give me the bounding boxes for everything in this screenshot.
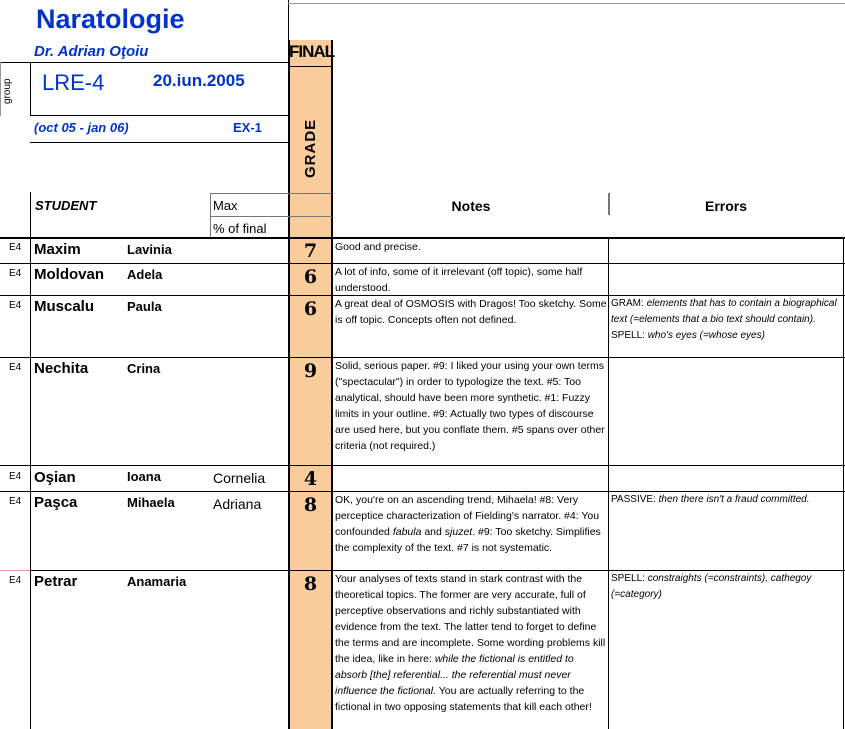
student-last-name: Moldovan [34, 266, 104, 283]
row-group: E4 [9, 268, 22, 279]
final-grade: 9 [303, 360, 318, 382]
student-last-name: Paşca [34, 494, 78, 511]
max-label: Max [213, 198, 238, 213]
row-group: E4 [9, 300, 22, 311]
student-errors: GRAM: elements that has to contain a biographical text (=elements that a bio text should contain). SPELL: who's eyes (=whose eyes) [611, 298, 837, 341]
student-errors: SPELL: constraights (=constraints), cathegoy (=category) [611, 573, 812, 600]
student-notes: Your analyses of texts stand in stark contrast with the theoretical topics. The former are very accurate, full of perceptive observations and richly substantiated with evidence from the text. The latter tend to forget to define the terms and are incomplete. Some wording problems kill the idea, like in here: while the fictional is entitled to absorb [the] referential... the referential must never influence the fictional. You are actually referring to the fictional in two opposing statements that kill each other! [335, 573, 606, 713]
student-first-name: Paula [127, 299, 162, 314]
final-grade: 6 [303, 266, 318, 288]
final-grade: 7 [303, 240, 318, 262]
student-first-name: Mihaela [127, 495, 175, 510]
author-name: Dr. Adrian Oţoiu [34, 43, 149, 60]
student-first-name: Ioana [127, 469, 161, 484]
final-grade: 4 [303, 468, 318, 490]
row-group: E4 [9, 471, 22, 482]
student-last-name: Oşian [34, 469, 76, 486]
course-period: (oct 05 - jan 06) [34, 120, 129, 135]
row-group: E4 [9, 242, 22, 253]
student-last-name: Muscalu [34, 298, 95, 315]
student-middle-name: Adriana [213, 496, 262, 512]
final-label: FINAL [289, 42, 335, 61]
exam-code: EX-1 [233, 120, 262, 135]
student-last-name: Petrar [34, 573, 78, 590]
student-notes: A lot of info, some of it irrelevant (off topic), some half understood. [335, 266, 583, 294]
student-column-header: STUDENT [35, 198, 97, 213]
student-last-name: Maxim [34, 241, 81, 258]
group-code: LRE-4 [42, 70, 105, 95]
row-group: E4 [9, 362, 22, 373]
student-last-name: Nechita [34, 360, 89, 377]
final-grade: 8 [303, 494, 318, 516]
student-notes: Good and precise. [335, 241, 421, 253]
group-label: group [2, 78, 13, 104]
row-group: E4 [9, 575, 22, 586]
grade-label: GRADE [302, 118, 319, 178]
student-first-name: Lavinia [127, 242, 172, 257]
exam-date: 20.iun.2005 [153, 71, 245, 90]
student-notes: A great deal of OSMOSIS with Dragos! Too sketchy. Some is off topic. Concepts often not defined. [335, 298, 607, 326]
student-first-name: Anamaria [127, 574, 187, 589]
student-first-name: Adela [127, 267, 163, 282]
student-errors: PASSIVE: then there isn't a fraud committed. [611, 494, 810, 505]
student-notes: Solid, serious paper. #9: I liked your using your own terms ("spectacular") in order to typologize the text. #5: Too analytical, should have been more synthetic. #1: Fuzzy limits in your outline. #9: Actually two types of discourse are used here, but you conflate them. #5 spans over other criteria (not required.) [335, 360, 605, 452]
student-first-name: Crina [127, 361, 161, 376]
notes-column-header: Notes [451, 198, 491, 214]
pct-of-final-label: % of final [213, 221, 267, 236]
row-group: E4 [9, 496, 22, 507]
final-grade: 8 [303, 573, 318, 595]
student-middle-name: Cornelia [213, 470, 266, 486]
student-notes: OK, you're on an ascending trend, Mihaela! #8: Very perceptice characterization of Fielding's narrator. #4: You confounded fabula and sjuzet. #9: Too sketchy. Simplifies the complexity of the text. #7 is not systematic. [335, 494, 601, 554]
errors-column-header: Errors [704, 198, 748, 214]
sheet-title: Naratologie [36, 4, 185, 34]
final-grade: 6 [303, 298, 318, 320]
